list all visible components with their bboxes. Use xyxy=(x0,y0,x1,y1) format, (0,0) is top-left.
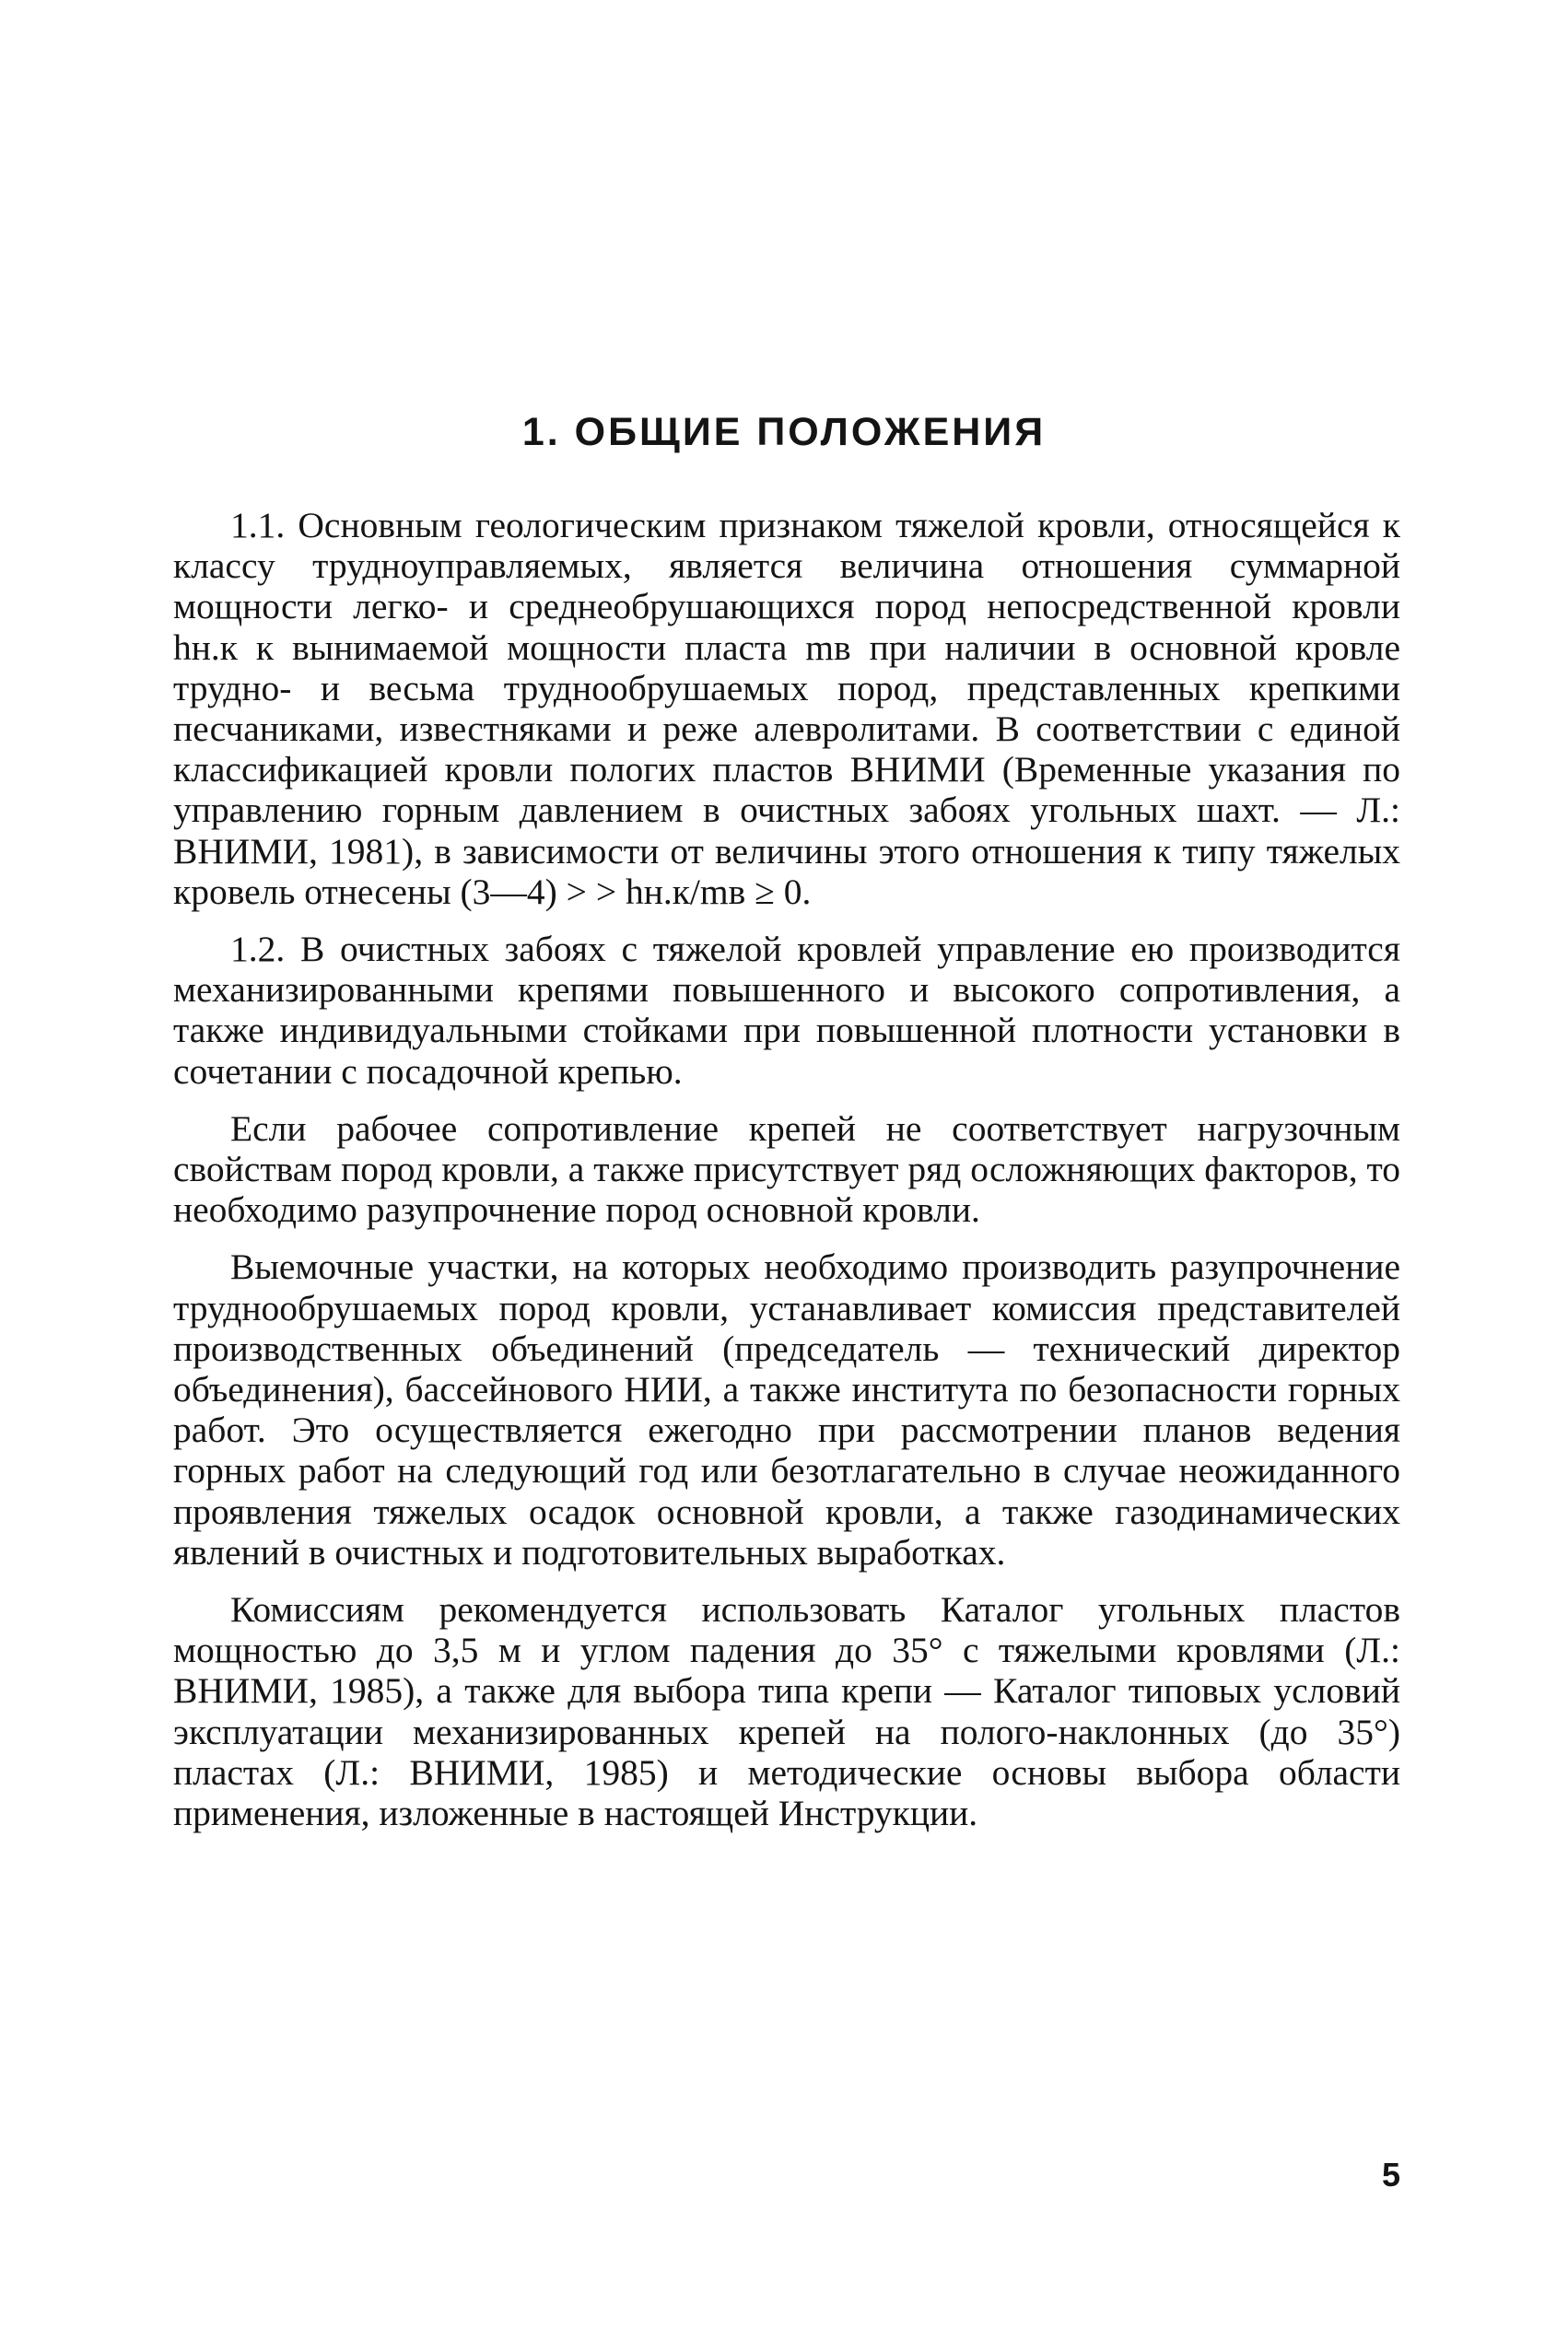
section-title: 1. ОБЩИЕ ПОЛОЖЕНИЯ xyxy=(521,410,1047,454)
paragraph-commission: Выемочные участки, на которых необходимо производить разупрочнение труднообрушаемых пород кровли, устанавливает комиссия представителей производственных объединений (председатель — технический директор объединения), бассейнового НИИ, а также института по безопасности горных работ. Это осуществляется ежегодно при рассмотрении планов ведения горных работ на следующий год или безотлагательно в случае неожиданного проявления тяжелых осадок основной кровли, а также газодинамических явлений в очистных и подготовительных выработках. xyxy=(173,1246,1400,1573)
body-text xyxy=(173,505,1400,1850)
paragraph-support-resistance: Если рабочее сопротивление крепей не соответствует нагрузочным свойствам пород кровли, а также присутствует ряд осложняющих факторов, то необходимо разупрочнение пород основной кровли. xyxy=(173,1107,1400,1231)
paragraph-catalog: Комиссиям рекомендуется использовать Каталог угольных пластов мощностью до 3,5 м и углом падения до 35° с тяжелыми кровлями (Л.: ВНИМИ, 1985), а также для выбора типа крепи — Каталог типовых условий эксплуатации механизированных крепей на полого-наклонных (до 35°) пластах (Л.: ВНИМИ, 1985) и методические основы выбора области применения, изложенные в настоящей Инструкции. xyxy=(173,1589,1400,1834)
paragraph-1-1: 1.1. Основным геологическим признаком тяжелой кровли, относящейся к классу трудноуправляемых, является величина отношения суммарной мощности легко- и среднеобрушающихся пород непосредственной кровли hн.к к вынимаемой мощности пласта mв при наличии в основной кровле трудно- и весьма труднообрушаемых пород, представленных крепкими песчаниками, известняками и реже алевролитами. В соответствии с единой классификацией кровли пологих пластов ВНИМИ (Временные указания по управлению горным давлением в очистных забоях угольных шахт. — Л.: ВНИМИ, 1981), в зависимости от величины этого отношения к типу тяжелых кровель отнесены (3—4) > > hн.к/mв ≥ 0. xyxy=(173,505,1400,912)
page-number: 5 xyxy=(1381,2156,1400,2194)
paragraph-1-2: 1.2. В очистных забоях с тяжелой кровлей управление ею производится механизированными крепями повышенного и высокого сопротивления, а также индивидуальными стойками при повышенной плотности установки в сочетании с посадочной крепью. xyxy=(173,929,1400,1092)
